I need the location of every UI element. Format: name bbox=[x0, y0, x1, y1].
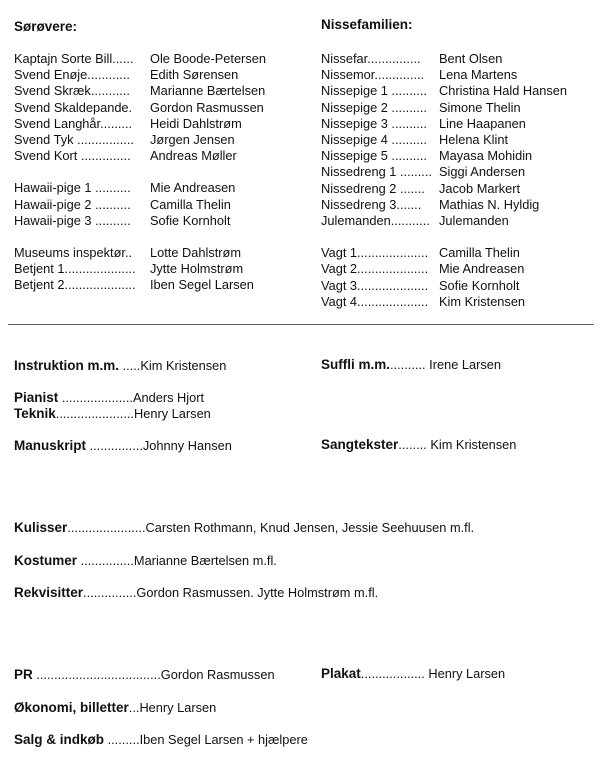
credit-leader: ............... bbox=[77, 553, 134, 568]
actor-name: Simone Thelin bbox=[439, 99, 521, 115]
group-spacer bbox=[14, 229, 266, 245]
credit-name: Johnny Hansen bbox=[142, 438, 232, 453]
credit-label: Rekvisitter bbox=[14, 585, 84, 600]
cast-row bbox=[14, 83, 266, 99]
credit-name: Henry Larsen bbox=[139, 700, 217, 715]
actor-name: Mayasa Mohidin bbox=[439, 148, 533, 164]
cast-row bbox=[14, 213, 266, 229]
cast-row bbox=[321, 278, 567, 294]
actor-name: Bent Olsen bbox=[439, 51, 503, 66]
credit-leader: ................................... bbox=[32, 667, 161, 682]
credit-leader: .......... bbox=[390, 357, 426, 372]
role-label: Nissefar............... bbox=[321, 51, 421, 66]
cast-row bbox=[321, 116, 567, 132]
credit-leader: ............... bbox=[83, 585, 137, 600]
credit-name: Henry Larsen bbox=[428, 666, 506, 681]
actor-name: Gordon Rasmussen bbox=[150, 99, 264, 115]
role-label: Svend Tyk ................ bbox=[14, 132, 134, 148]
role-label: Betjent 2.................... bbox=[14, 277, 136, 293]
cast-row bbox=[321, 67, 567, 83]
cast-row bbox=[14, 277, 266, 293]
role-label: Museums inspektør.. bbox=[14, 245, 133, 261]
actor-name: Kim Kristensen bbox=[439, 293, 526, 309]
actor-name: Helena Klint bbox=[439, 132, 509, 148]
actor-name: Mie Andreasen bbox=[439, 261, 525, 277]
hawaii-group bbox=[14, 180, 266, 229]
cast-row bbox=[321, 197, 567, 213]
cast-row bbox=[14, 67, 266, 83]
role-label: Svend Langhår......... bbox=[14, 115, 133, 131]
credit-label: PR bbox=[14, 667, 33, 682]
role-label: Svend Kort .............. bbox=[14, 148, 131, 164]
role-label: Svend Skræk........... bbox=[14, 83, 130, 99]
vagt-group bbox=[321, 245, 567, 310]
credit-name: Kim Kristensen bbox=[140, 358, 227, 373]
credit-label: Plakat bbox=[321, 666, 361, 681]
cast-row bbox=[321, 181, 567, 197]
role-label: Kaptajn Sorte Bill...... bbox=[14, 51, 134, 66]
actor-name: Camilla Thelin bbox=[150, 196, 231, 212]
credit-suffli bbox=[321, 357, 501, 372]
cast-row bbox=[14, 197, 266, 213]
actor-name: Line Haapanen bbox=[439, 115, 526, 131]
role-label: Nissedreng 2 ....... bbox=[321, 180, 425, 196]
credit-name: Henry Larsen bbox=[133, 406, 211, 421]
actor-name: Sofie Kornholt bbox=[150, 212, 231, 228]
role-label: Julemanden........... bbox=[321, 213, 430, 229]
group-spacer bbox=[321, 229, 567, 245]
cast-row bbox=[14, 261, 266, 277]
actor-name: Andreas Møller bbox=[150, 148, 237, 164]
role-label: Vagt 2.................... bbox=[321, 261, 429, 277]
actor-name: Marianne Bærtelsen bbox=[150, 83, 266, 99]
cast-row bbox=[321, 164, 567, 180]
cast-row bbox=[14, 132, 266, 148]
credit-instruktion bbox=[14, 358, 226, 373]
credit-label: Salg & indkøb bbox=[14, 732, 105, 747]
credit-label: Kostumer bbox=[14, 553, 78, 568]
credit-leader: ..... bbox=[119, 358, 141, 373]
credit-teknik bbox=[14, 406, 211, 421]
credit-leader: ........ bbox=[398, 437, 427, 452]
actor-name: Edith Sørensen bbox=[150, 67, 239, 83]
credit-manuskript bbox=[14, 438, 232, 453]
actor-name: Mathias N. Hyldig bbox=[439, 196, 540, 212]
cast-row bbox=[14, 245, 266, 261]
credit-leader: ... bbox=[128, 700, 140, 715]
credit-leader: ......... bbox=[104, 732, 140, 747]
credit-leader: .................. bbox=[360, 666, 425, 681]
credit-salg bbox=[14, 732, 308, 747]
actor-name: Julemanden bbox=[439, 213, 509, 229]
credit-name: Irene Larsen bbox=[429, 357, 501, 372]
actor-name: Lena Martens bbox=[439, 67, 518, 83]
role-label: Nissemor.............. bbox=[321, 67, 425, 83]
role-label: Nissepige 1 .......... bbox=[321, 83, 427, 99]
group-spacer bbox=[14, 164, 266, 180]
credit-name: Gordon Rasmussen bbox=[160, 667, 275, 682]
credit-label: Teknik bbox=[14, 406, 56, 421]
credit-kostumer bbox=[14, 553, 277, 568]
pirates-heading: Sørøvere: bbox=[14, 19, 78, 34]
credit-okonomi bbox=[14, 700, 216, 715]
credit-rekvisitter bbox=[14, 585, 378, 600]
role-label: Hawaii-pige 1 .......... bbox=[14, 180, 131, 196]
actor-name: Camilla Thelin bbox=[439, 245, 520, 261]
museum-group bbox=[14, 245, 266, 294]
section-divider bbox=[8, 324, 594, 325]
role-label: Vagt 1.................... bbox=[321, 245, 429, 261]
credit-label: Suffli m.m. bbox=[321, 357, 391, 372]
pirates-cast-list bbox=[14, 51, 266, 294]
role-label: Hawaii-pige 3 .......... bbox=[14, 212, 131, 228]
nisse-group bbox=[321, 51, 567, 229]
cast-row bbox=[321, 213, 567, 229]
credit-name: Carsten Rothmann, Knud Jensen, Jessie Seehuusen m.fl. bbox=[145, 520, 475, 535]
credit-leader: ...................... bbox=[67, 520, 146, 535]
role-label: Svend Skaldepande. bbox=[14, 99, 133, 115]
cast-row bbox=[321, 245, 567, 261]
cast-row bbox=[14, 51, 266, 67]
actor-name: Siggi Andersen bbox=[439, 164, 526, 180]
credit-sangtekster bbox=[321, 437, 516, 452]
credit-pr bbox=[14, 667, 275, 682]
credit-name: Anders Hjort bbox=[132, 390, 205, 405]
actor-name: Christina Hald Hansen bbox=[439, 83, 568, 99]
cast-row bbox=[321, 148, 567, 164]
role-label: Vagt 4.................... bbox=[321, 293, 429, 309]
role-label: Betjent 1.................... bbox=[14, 261, 136, 277]
role-label: Vagt 3.................... bbox=[321, 277, 429, 293]
credit-leader: ...................... bbox=[55, 406, 134, 421]
credit-plakat bbox=[321, 666, 505, 681]
cast-row bbox=[321, 132, 567, 148]
pirates-group bbox=[14, 51, 266, 164]
cast-row bbox=[14, 116, 266, 132]
nisse-cast-list bbox=[321, 51, 567, 310]
actor-name: Heidi Dahlstrøm bbox=[150, 115, 242, 131]
credit-leader: .................... bbox=[58, 390, 133, 405]
actor-name: Mie Andreasen bbox=[150, 180, 236, 196]
credit-label: Instruktion m.m. bbox=[14, 358, 120, 373]
nisse-heading: Nissefamilien: bbox=[321, 17, 413, 32]
actor-name: Sofie Kornholt bbox=[439, 277, 520, 293]
role-label: Nissepige 4 .......... bbox=[321, 132, 427, 148]
credit-name: Iben Segel Larsen + hjælpere bbox=[139, 732, 308, 747]
actor-name: Ole Boode-Petersen bbox=[150, 51, 266, 66]
actor-name: Jytte Holmstrøm bbox=[150, 261, 244, 277]
credit-leader: ............... bbox=[86, 438, 143, 453]
credit-name: Marianne Bærtelsen m.fl. bbox=[133, 553, 277, 568]
credit-label: Kulisser bbox=[14, 520, 68, 535]
cast-row bbox=[321, 294, 567, 310]
role-label: Nissepige 3 .......... bbox=[321, 115, 427, 131]
credit-name: Kim Kristensen bbox=[430, 437, 517, 452]
cast-row bbox=[321, 83, 567, 99]
actor-name: Jacob Markert bbox=[439, 180, 521, 196]
actor-name: Jørgen Jensen bbox=[150, 132, 235, 148]
credit-name: Gordon Rasmussen. Jytte Holmstrøm m.fl. bbox=[136, 585, 379, 600]
actor-name: Lotte Dahlstrøm bbox=[150, 245, 242, 261]
credit-kulisser bbox=[14, 520, 474, 535]
role-label: Nissepige 5 .......... bbox=[321, 148, 427, 164]
cast-row bbox=[321, 51, 567, 67]
credit-label: Manuskript bbox=[14, 438, 87, 453]
credit-label: Sangtekster bbox=[321, 437, 399, 452]
role-label: Nissedreng 3....... bbox=[321, 196, 422, 212]
cast-row bbox=[14, 148, 266, 164]
actor-name: Iben Segel Larsen bbox=[150, 277, 254, 293]
role-label: Hawaii-pige 2 .......... bbox=[14, 196, 131, 212]
cast-row bbox=[14, 180, 266, 196]
credit-label: Pianist bbox=[14, 390, 59, 405]
role-label: Nissedreng 1 ......... bbox=[321, 164, 432, 180]
cast-row bbox=[14, 100, 266, 116]
credit-pianist bbox=[14, 390, 204, 405]
credit-label: Økonomi, billetter bbox=[14, 700, 129, 715]
cast-row bbox=[321, 261, 567, 277]
role-label: Nissepige 2 .......... bbox=[321, 99, 427, 115]
role-label: Svend Enøje............ bbox=[14, 67, 130, 83]
cast-row bbox=[321, 100, 567, 116]
